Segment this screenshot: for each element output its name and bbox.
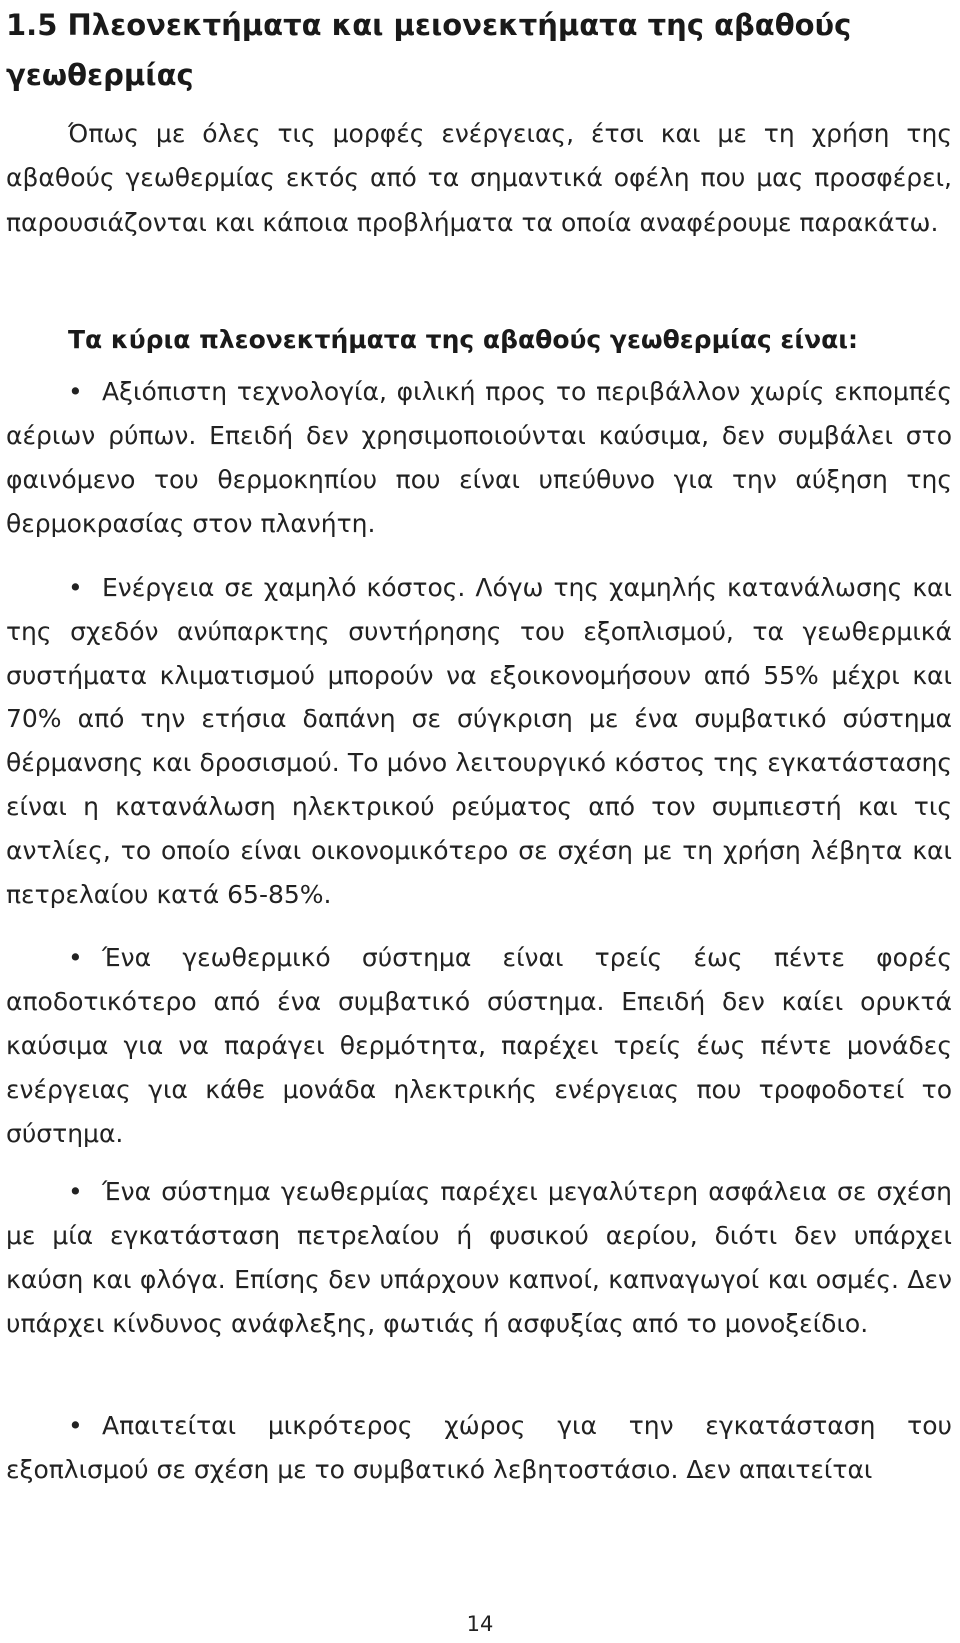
bullet-item-efficiency — [6, 936, 952, 1156]
bullet-item-safety — [6, 1170, 952, 1346]
bullet-icon: • — [68, 377, 83, 406]
bullet-icon: • — [68, 943, 83, 972]
bullet-text: Ένα σύστημα γεωθερμίας παρέχει μεγαλύτερη ασφάλεια σε σχέση με μία εγκατάσταση πετρελαίου ή φυσικού αερίου, διότι δεν υπάρχει καύση και φλόγα. Επίσης δεν υπάρχουν καπνοί, καπναγωγοί και οσμές. Δεν υπάρχει κίνδυνος ανάφλεξης, φωτιάς ή ασφυξίας από το μονοξείδιο. — [6, 1177, 952, 1338]
bullet-text: Αξιόπιστη τεχνολογία, φιλική προς το περιβάλλον χωρίς εκπομπές αέριων ρύπων. Επειδή δεν χρησιμοποιούνται καύσιμα, δεν συμβάλει στο φαινόμενο του θερμοκηπίου που είναι υπεύθυνο για την αύξηση της θερμοκρασίας στον πλανήτη. — [6, 377, 952, 538]
section-heading: 1.5 Πλεονεκτήματα και μειονεκτήματα της αβαθούς γεωθερμίας — [6, 8, 852, 92]
intro-paragraph: Όπως με όλες τις μορφές ενέργειας, έτσι και με τη χρήση της αβαθούς γεωθερμίας εκτός από τα σημαντικά οφέλη που μας προσφέρει, παρουσιάζονται και κάποια προβλήματα τα οποία αναφέρουμε παρακάτω. — [6, 119, 952, 237]
bullet-text: Απαιτείται μικρότερος χώρος για την εγκατάσταση του εξοπλισμού σε σχέση με το συμβατικό λεβητοστάσιο. Δεν απαιτείται — [6, 1411, 952, 1484]
bullet-text: Ενέργεια σε χαμηλό κόστος. Λόγω της χαμηλής κατανάλωσης και της σχεδόν ανύπαρκτης συντήρησης του εξοπλισμού, τα γεωθερμικά συστήματα κλιματισμού μπορούν να εξοικονομήσουν από 55% μέχρι και 70% από την ετήσια δαπάνη σε σύγκριση με ένα συμβατικό σύστημα θέρμανσης και δροσισμού. Το μόνο λειτουργικό κόστος της εγκατάστασης είναι η κατανάλωση ηλεκτρικού ρεύματος από τον συμπιεστή και τις αντλίες, το οποίο είναι οικονομικότερο σε σχέση με τη χρήση λέβητα και πετρελαίου κατά 65-85%. — [6, 573, 952, 909]
bullet-item-smaller-space — [6, 1404, 952, 1492]
bullet-text: Ένα γεωθερμικό σύστημα είναι τρείς έως πέντε φορές αποδοτικότερο από ένα συμβατικό σύστημα. Επειδή δεν καίει ορυκτά καύσιμα για να παράγει θερμότητα, παρέχει τρείς έως πέντε μονάδες ενέργειας για κάθε μονάδα ηλεκτρικής ενέργειας που τροφοδοτεί το σύστημα. — [6, 943, 952, 1148]
bullet-icon: • — [68, 573, 83, 602]
page-number: 14 — [466, 1612, 494, 1636]
bullet-icon: • — [68, 1177, 83, 1206]
bullet-item-low-cost — [6, 566, 952, 916]
bullet-icon: • — [68, 1411, 83, 1440]
advantages-heading: Τα κύρια πλεονεκτήματα της αβαθούς γεωθερμίας είναι: — [68, 325, 859, 354]
bullet-item-reliable-technology — [6, 370, 952, 546]
